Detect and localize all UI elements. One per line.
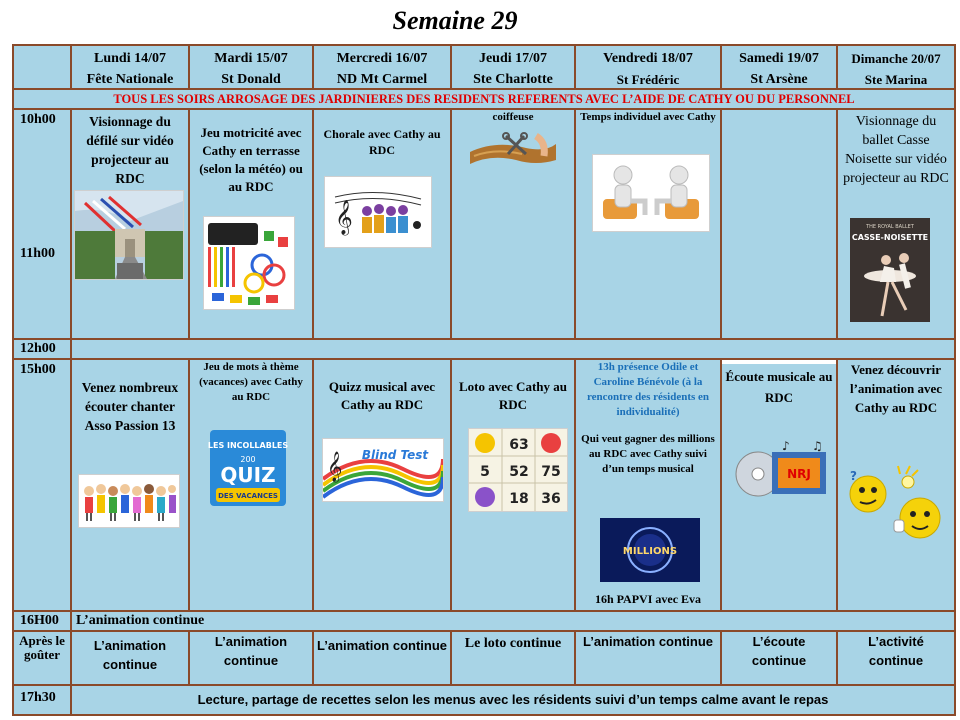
time-12h00: [14, 340, 72, 360]
morning-wed: [314, 110, 452, 340]
morning-thu: [452, 110, 576, 340]
svg-text:?: ?: [850, 469, 857, 483]
svg-text:♪: ♪: [782, 440, 790, 453]
quiz-brand-label: LES INCOLLABLES: [208, 441, 288, 450]
royal-ballet-label: THE ROYAL BALLET: [866, 224, 914, 230]
quiz-title-label: QUIZ: [220, 463, 276, 487]
saint-label: Ste Marina: [864, 72, 928, 87]
time-label: 17h30: [20, 690, 56, 705]
nrj-label: NRJ: [787, 467, 811, 481]
after-text: L’animation continue: [582, 634, 713, 649]
after-tue: [190, 632, 314, 686]
activity-text: Visionnage du défilé sur vidéo projecteur au RDC: [86, 114, 174, 186]
saint-label: St Arsène: [750, 72, 808, 87]
after-text: L’écoute continue: [751, 634, 807, 668]
time-10h00: 10h00: [20, 112, 56, 127]
time-16h00: [14, 612, 72, 632]
saint-label: ND Mt Carmel: [336, 72, 428, 87]
svg-text:𝄞: 𝄞: [335, 200, 353, 235]
casse-noisette-image: [850, 218, 930, 322]
afternoon-sun: [838, 360, 954, 612]
after-text: L’animation continue: [214, 634, 288, 668]
time-afternoon: [14, 360, 72, 612]
day-label: Vendredi 18/07: [603, 51, 693, 66]
schedule-table: [12, 44, 956, 716]
after-text: L’activité continue: [868, 634, 924, 668]
activity-text: Chorale avec Cathy au RDC: [323, 127, 441, 157]
header-tue: [190, 46, 314, 90]
after-sat: [722, 632, 838, 686]
activity-text: Écoute musicale au RDC: [725, 369, 833, 405]
day-label: Jeudi 17/07: [478, 51, 548, 66]
row-17h30-text: Lecture, partage de recettes selon les menus avec les résidents suivi d’un temps calme avant le repas: [197, 692, 829, 707]
svg-text:𝄞: 𝄞: [327, 452, 343, 482]
after-text: L’animation continue: [317, 638, 448, 653]
morning-fri: [576, 110, 722, 340]
day-label: Mercredi 16/07: [336, 51, 428, 66]
quiz-count-label: 200: [240, 455, 256, 464]
loto-image: [468, 428, 568, 512]
header-wed: [314, 46, 452, 90]
music-listening-image: [732, 440, 830, 504]
papvi-text: 16h PAPVI avec Eva: [594, 592, 702, 606]
time-morning: [14, 110, 72, 340]
activity-text: Jeu de mots à thème (vacances) avec Cathy au RDC: [199, 361, 303, 403]
activity-text: Jeu motricité avec Cathy en terrasse (selon la météo) ou au RDC: [199, 125, 303, 194]
morning-mon: [72, 110, 190, 340]
activity-text: Quizz musical avec Cathy au RDC: [328, 379, 436, 412]
lunch-row: [72, 340, 954, 360]
millions-label: MILLIONS: [622, 546, 678, 557]
children-singing-image: [78, 474, 180, 528]
activity-text: Venez nombreux écouter chanter Asso Passion 13: [81, 380, 179, 433]
day-label: Lundi 14/07: [94, 51, 166, 66]
watering-banner: [14, 90, 954, 110]
afternoon-sat: [722, 360, 838, 612]
choir-image: [324, 176, 432, 248]
day-label: Mardi 15/07: [214, 51, 288, 66]
activity-text: Qui veut gagner des millions au RDC avec Cathy suivi d’un temps musical: [581, 433, 715, 475]
afternoon-wed: [314, 360, 452, 612]
thinking-smiley-image: [846, 464, 946, 550]
page-title: Semaine 29: [392, 6, 518, 35]
blind-test-image: [322, 438, 444, 502]
header-sun: [838, 46, 954, 90]
quiz-subtitle-label: DES VACANCES: [218, 492, 278, 500]
saint-label: Fête Nationale: [86, 72, 174, 87]
millions-image: [600, 518, 700, 582]
activity-text: Loto avec Cathy au RDC: [459, 379, 567, 412]
afternoon-tue: [190, 360, 314, 612]
loto-num-1: 63: [509, 437, 529, 453]
row-16h00-text: L’animation continue: [76, 613, 205, 628]
time-after-gouter: [14, 632, 72, 686]
saint-label: St Donald: [221, 72, 281, 87]
after-fri: [576, 632, 722, 686]
individual-time-image: [592, 154, 710, 232]
day-label: Dimanche 20/07: [851, 51, 941, 66]
hairdresser-image: [466, 130, 558, 172]
banner-text: TOUS LES SOIRS ARROSAGE DES JARDINIERES DES RESIDENTS REFERENTS AVEC L’AIDE DE CATHY OU DU PERSONNEL: [113, 92, 855, 106]
activity-text: Visionnage du ballet Casse Noisette sur vidéo projecteur au RDC: [843, 114, 949, 186]
quiz-box-image: [208, 428, 288, 508]
after-text: Le loto continue: [464, 636, 562, 651]
time-label: Après le goûter: [19, 633, 65, 662]
header-fri: [576, 46, 722, 90]
saint-label: Ste Charlotte: [473, 72, 553, 87]
svg-text:♫: ♫: [812, 440, 823, 453]
time-11h00: 11h00: [20, 246, 56, 261]
blind-test-label: Blind Test: [361, 448, 429, 462]
casse-noisette-label: CASSE-NOISETTE: [851, 233, 929, 242]
header-thu: [452, 46, 576, 90]
row-17h30: [72, 686, 954, 714]
afternoon-mon: [72, 360, 190, 612]
header-sat: [722, 46, 838, 90]
day-label: Samedi 19/07: [739, 51, 819, 66]
after-sun: [838, 632, 954, 686]
row-16h00: [72, 612, 954, 632]
morning-sat: [722, 110, 838, 340]
afternoon-thu: [452, 360, 576, 612]
after-thu: [452, 632, 576, 686]
loto-num-3: 52: [509, 464, 529, 480]
defile-image: [74, 190, 184, 280]
time-label: 12h00: [20, 341, 56, 356]
sat-header-pane: [722, 360, 836, 364]
corner-cell: [14, 46, 72, 90]
volunteer-note: 13h présence Odile et Caroline Bénévole (à la rencontre des résidents en individualité): [586, 361, 710, 418]
motricity-image: [203, 216, 295, 310]
after-text: L’animation continue: [93, 638, 167, 672]
morning-sun: [838, 110, 954, 340]
activity-text: Venez découvrir l’animation avec Cathy au RDC: [849, 362, 943, 415]
afternoon-fri: [576, 360, 722, 612]
after-mon: [72, 632, 190, 686]
after-wed: [314, 632, 452, 686]
loto-num-5: 18: [509, 491, 529, 507]
saint-label: St Frédéric: [616, 72, 680, 87]
activity-text: Temps individuel avec Cathy: [580, 111, 716, 123]
morning-tue: [190, 110, 314, 340]
loto-num-6: 36: [541, 491, 561, 507]
loto-num-4: 75: [541, 464, 561, 480]
activity-text: coiffeuse: [492, 111, 534, 123]
time-label: 16H00: [20, 613, 59, 628]
header-mon: [72, 46, 190, 90]
time-15h00: 15h00: [20, 362, 56, 377]
time-17h30: [14, 686, 72, 714]
loto-num-2: 5: [480, 464, 490, 480]
